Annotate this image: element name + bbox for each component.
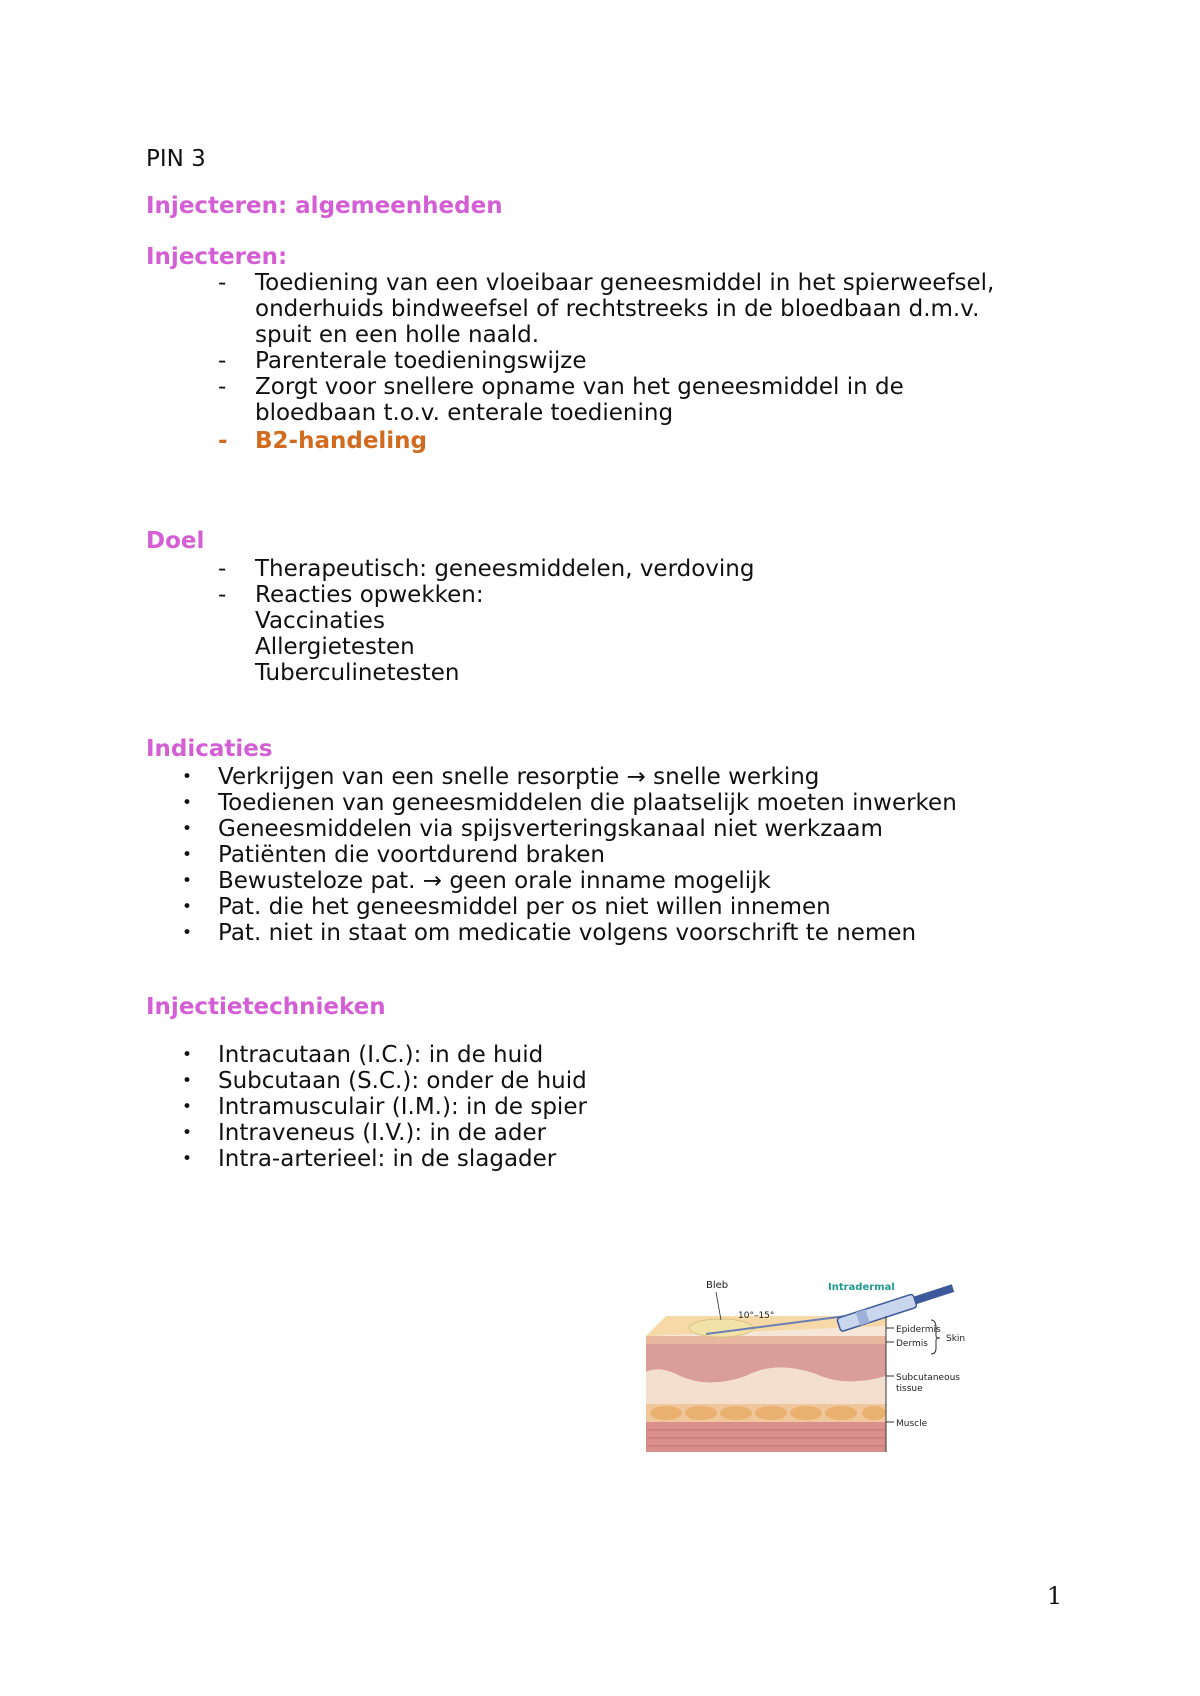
list-dash: - <box>218 428 228 454</box>
list-item: Bewusteloze pat. → geen orale inname mogelijk <box>218 868 771 894</box>
sub-item: Tuberculinetesten <box>255 660 460 686</box>
bullet: • <box>182 819 193 839</box>
list-item-line: Reacties opwekken: <box>255 582 484 608</box>
bullet: • <box>182 793 193 813</box>
list-item-line: Parenterale toedieningswijze <box>255 348 587 374</box>
list-item: Intramusculair (I.M.): in de spier <box>218 1094 587 1120</box>
main-heading: Injecteren: algemeenheden <box>146 193 503 219</box>
page-number: 1 <box>1047 1582 1063 1610</box>
bullet: • <box>182 1149 193 1169</box>
tissue-label: tissue <box>896 1384 923 1394</box>
list-item: Intraveneus (I.V.): in de ader <box>218 1120 547 1146</box>
sub-item: Allergietesten <box>255 634 415 660</box>
list-dash: - <box>218 374 227 400</box>
intradermal-label: Intradermal <box>828 1282 895 1293</box>
bleb-label: Bleb <box>706 1280 729 1291</box>
bullet: • <box>182 1045 193 1065</box>
dermis-label: Dermis <box>896 1339 928 1349</box>
bullet: • <box>182 1071 193 1091</box>
list-item: Toedienen van geneesmiddelen die plaatselijk moeten inwerken <box>218 790 957 816</box>
bullet: • <box>182 897 193 917</box>
bullet: • <box>182 767 193 787</box>
list-item: Subcutaan (S.C.): onder de huid <box>218 1068 587 1094</box>
list-item: Intra-arterieel: in de slagader <box>218 1146 557 1172</box>
list-item-line: spuit en een holle naald. <box>255 322 540 348</box>
list-item-line: Zorgt voor snellere opname van het geneesmiddel in de <box>255 374 904 400</box>
list-item: Pat. die het geneesmiddel per os niet willen innemen <box>218 894 831 920</box>
epidermis-label: Epidermis <box>896 1325 941 1335</box>
skin-label: Skin <box>946 1334 966 1344</box>
list-item-line: Toediening van een vloeibaar geneesmiddel in het spierweefsel, <box>255 270 995 296</box>
angle-label: 10°–15° <box>738 1311 775 1321</box>
injecteren-heading: Injecteren: <box>146 244 288 270</box>
sub-item: Vaccinaties <box>255 608 385 634</box>
list-dash: - <box>218 556 227 582</box>
list-item-line: Therapeutisch: geneesmiddelen, verdoving <box>255 556 755 582</box>
b2-handeling-item: B2-handeling <box>255 428 428 454</box>
list-item-line: bloedbaan t.o.v. enterale toediening <box>255 400 674 426</box>
list-dash: - <box>218 582 227 608</box>
intradermal-injection-figure <box>646 1276 976 1452</box>
doel-heading: Doel <box>146 528 205 554</box>
injectietechnieken-heading: Injectietechnieken <box>146 994 386 1020</box>
list-dash: - <box>218 348 227 374</box>
bullet: • <box>182 871 193 891</box>
muscle-label: Muscle <box>896 1419 928 1429</box>
indicaties-heading: Indicaties <box>146 736 273 762</box>
bullet: • <box>182 1097 193 1117</box>
list-item: Verkrijgen van een snelle resorptie → snelle werking <box>218 764 820 790</box>
list-item: Geneesmiddelen via spijsverteringskanaal niet werkzaam <box>218 816 883 842</box>
list-dash: - <box>218 270 227 296</box>
list-item: Patiënten die voortdurend braken <box>218 842 605 868</box>
list-item: Intracutaan (I.C.): in de huid <box>218 1042 544 1068</box>
bullet: • <box>182 1123 193 1143</box>
document-title: PIN 3 <box>146 146 206 172</box>
bullet: • <box>182 923 193 943</box>
list-item-line: onderhuids bindweefsel of rechtstreeks in de bloedbaan d.m.v. <box>255 296 980 322</box>
subcutaneous-label: Subcutaneous <box>896 1373 960 1383</box>
bullet: • <box>182 845 193 865</box>
list-item: Pat. niet in staat om medicatie volgens voorschrift te nemen <box>218 920 917 946</box>
